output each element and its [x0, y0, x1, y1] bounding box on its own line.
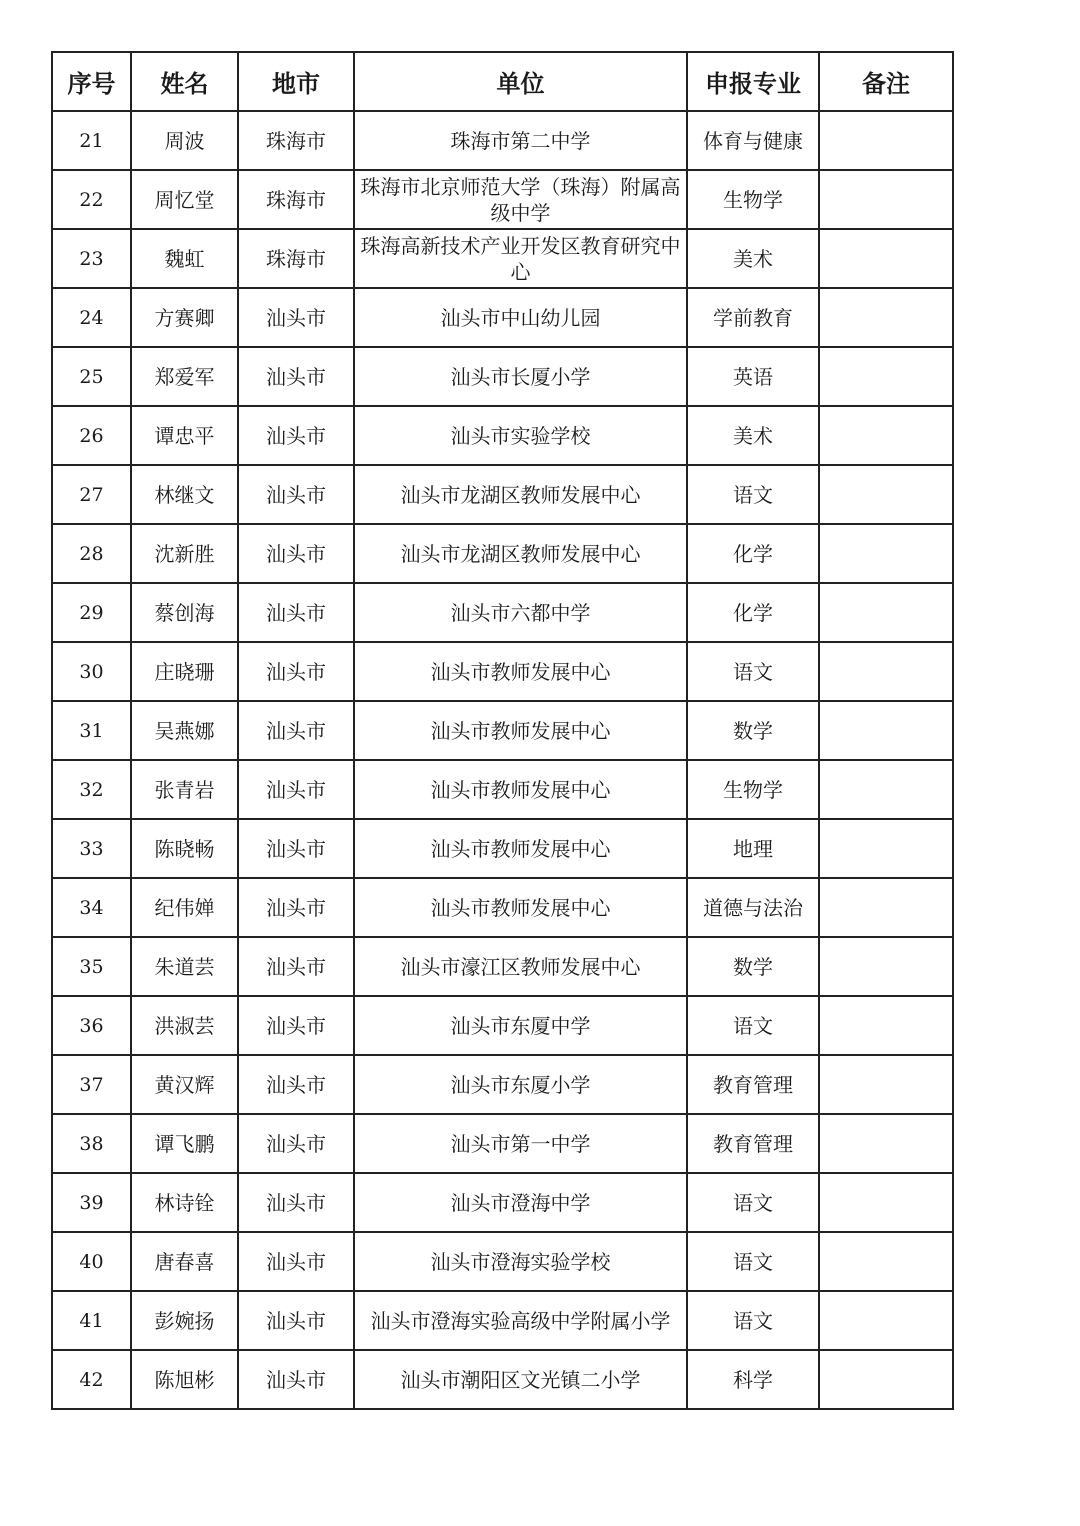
- cell-major: 美术: [687, 229, 819, 288]
- table-row: [52, 583, 953, 642]
- cell-note: [819, 111, 953, 170]
- cell-note: [819, 819, 953, 878]
- cell-major: 数学: [687, 937, 819, 996]
- cell-note: [819, 347, 953, 406]
- table-row: [52, 347, 953, 406]
- table-row: [52, 524, 953, 583]
- cell-major: 地理: [687, 819, 819, 878]
- cell-name: 纪伟婵: [131, 878, 238, 937]
- cell-no: 26: [52, 406, 131, 465]
- cell-city: 汕头市: [238, 1291, 354, 1350]
- cell-note: [819, 1232, 953, 1291]
- cell-major: 语文: [687, 465, 819, 524]
- table-row: [52, 1055, 953, 1114]
- cell-major: 语文: [687, 1173, 819, 1232]
- cell-no: 38: [52, 1114, 131, 1173]
- cell-major: 数学: [687, 701, 819, 760]
- cell-unit: 汕头市澄海中学: [354, 1173, 687, 1232]
- cell-major: 语文: [687, 1291, 819, 1350]
- cell-name: 洪淑芸: [131, 996, 238, 1055]
- cell-city: 汕头市: [238, 937, 354, 996]
- cell-unit: 汕头市教师发展中心: [354, 701, 687, 760]
- table-row: [52, 878, 953, 937]
- cell-name: 吴燕娜: [131, 701, 238, 760]
- cell-no: 40: [52, 1232, 131, 1291]
- cell-note: [819, 760, 953, 819]
- cell-unit: 汕头市东厦小学: [354, 1055, 687, 1114]
- cell-city: 汕头市: [238, 1232, 354, 1291]
- cell-unit: 汕头市六都中学: [354, 583, 687, 642]
- cell-name: 朱道芸: [131, 937, 238, 996]
- cell-no: 24: [52, 288, 131, 347]
- cell-unit: 珠海市北京师范大学（珠海）附属高级中学: [354, 170, 687, 229]
- table-row: [52, 1114, 953, 1173]
- cell-no: 32: [52, 760, 131, 819]
- cell-city: 汕头市: [238, 819, 354, 878]
- table-header-row: [52, 52, 953, 111]
- cell-no: 23: [52, 229, 131, 288]
- header-city: 地市: [238, 52, 354, 111]
- table-row: [52, 760, 953, 819]
- cell-name: 沈新胜: [131, 524, 238, 583]
- cell-name: 唐春喜: [131, 1232, 238, 1291]
- cell-city: 珠海市: [238, 229, 354, 288]
- cell-unit: 汕头市澄海实验学校: [354, 1232, 687, 1291]
- header-note: 备注: [819, 52, 953, 111]
- cell-unit: 珠海高新技术产业开发区教育研究中心: [354, 229, 687, 288]
- cell-city: 汕头市: [238, 996, 354, 1055]
- cell-name: 谭忠平: [131, 406, 238, 465]
- cell-note: [819, 1055, 953, 1114]
- cell-city: 珠海市: [238, 170, 354, 229]
- cell-unit: 汕头市潮阳区文光镇二小学: [354, 1350, 687, 1409]
- cell-note: [819, 642, 953, 701]
- cell-name: 谭飞鹏: [131, 1114, 238, 1173]
- header-name: 姓名: [131, 52, 238, 111]
- table-body: [52, 111, 953, 1409]
- table-row: [52, 1350, 953, 1409]
- cell-city: 汕头市: [238, 701, 354, 760]
- table-row: [52, 996, 953, 1055]
- cell-name: 周波: [131, 111, 238, 170]
- cell-note: [819, 170, 953, 229]
- cell-name: 黄汉辉: [131, 1055, 238, 1114]
- table-row: [52, 111, 953, 170]
- cell-no: 31: [52, 701, 131, 760]
- cell-city: 汕头市: [238, 288, 354, 347]
- table-row: [52, 937, 953, 996]
- table-row: [52, 701, 953, 760]
- cell-unit: 汕头市实验学校: [354, 406, 687, 465]
- cell-city: 汕头市: [238, 1173, 354, 1232]
- cell-no: 25: [52, 347, 131, 406]
- cell-no: 41: [52, 1291, 131, 1350]
- cell-name: 林继文: [131, 465, 238, 524]
- cell-no: 37: [52, 1055, 131, 1114]
- cell-major: 化学: [687, 583, 819, 642]
- cell-unit: 汕头市第一中学: [354, 1114, 687, 1173]
- cell-no: 29: [52, 583, 131, 642]
- cell-unit: 汕头市长厦小学: [354, 347, 687, 406]
- cell-major: 教育管理: [687, 1114, 819, 1173]
- cell-unit: 汕头市教师发展中心: [354, 878, 687, 937]
- cell-unit: 汕头市濠江区教师发展中心: [354, 937, 687, 996]
- cell-city: 汕头市: [238, 1055, 354, 1114]
- table-row: [52, 406, 953, 465]
- cell-note: [819, 1114, 953, 1173]
- cell-no: 39: [52, 1173, 131, 1232]
- cell-no: 33: [52, 819, 131, 878]
- cell-name: 郑爱军: [131, 347, 238, 406]
- cell-name: 林诗铨: [131, 1173, 238, 1232]
- cell-city: 汕头市: [238, 347, 354, 406]
- cell-note: [819, 288, 953, 347]
- cell-unit: 汕头市中山幼儿园: [354, 288, 687, 347]
- cell-name: 陈旭彬: [131, 1350, 238, 1409]
- cell-major: 化学: [687, 524, 819, 583]
- cell-major: 道德与法治: [687, 878, 819, 937]
- cell-name: 方赛卿: [131, 288, 238, 347]
- cell-unit: 汕头市教师发展中心: [354, 760, 687, 819]
- cell-city: 汕头市: [238, 760, 354, 819]
- header-major: 申报专业: [687, 52, 819, 111]
- cell-unit: 汕头市教师发展中心: [354, 642, 687, 701]
- cell-no: 28: [52, 524, 131, 583]
- cell-unit: 汕头市龙湖区教师发展中心: [354, 524, 687, 583]
- cell-no: 22: [52, 170, 131, 229]
- cell-major: 美术: [687, 406, 819, 465]
- cell-city: 汕头市: [238, 583, 354, 642]
- header-unit: 单位: [354, 52, 687, 111]
- table-row: [52, 1232, 953, 1291]
- cell-name: 庄晓珊: [131, 642, 238, 701]
- cell-note: [819, 701, 953, 760]
- cell-city: 汕头市: [238, 1114, 354, 1173]
- cell-no: 21: [52, 111, 131, 170]
- cell-no: 30: [52, 642, 131, 701]
- cell-major: 生物学: [687, 760, 819, 819]
- cell-no: 36: [52, 996, 131, 1055]
- cell-note: [819, 583, 953, 642]
- cell-city: 汕头市: [238, 406, 354, 465]
- cell-note: [819, 465, 953, 524]
- cell-name: 周忆堂: [131, 170, 238, 229]
- cell-note: [819, 229, 953, 288]
- cell-city: 汕头市: [238, 878, 354, 937]
- table-row: [52, 819, 953, 878]
- cell-major: 学前教育: [687, 288, 819, 347]
- cell-unit: 珠海市第二中学: [354, 111, 687, 170]
- cell-city: 珠海市: [238, 111, 354, 170]
- cell-city: 汕头市: [238, 465, 354, 524]
- header-no: 序号: [52, 52, 131, 111]
- cell-no: 35: [52, 937, 131, 996]
- cell-note: [819, 406, 953, 465]
- cell-name: 魏虹: [131, 229, 238, 288]
- cell-note: [819, 1350, 953, 1409]
- cell-unit: 汕头市龙湖区教师发展中心: [354, 465, 687, 524]
- cell-major: 英语: [687, 347, 819, 406]
- cell-note: [819, 524, 953, 583]
- cell-major: 体育与健康: [687, 111, 819, 170]
- cell-unit: 汕头市东厦中学: [354, 996, 687, 1055]
- cell-note: [819, 1291, 953, 1350]
- table-row: [52, 1173, 953, 1232]
- cell-major: 语文: [687, 996, 819, 1055]
- cell-no: 42: [52, 1350, 131, 1409]
- cell-major: 语文: [687, 1232, 819, 1291]
- cell-major: 科学: [687, 1350, 819, 1409]
- table-row: [52, 170, 953, 229]
- cell-unit: 汕头市教师发展中心: [354, 819, 687, 878]
- cell-note: [819, 1173, 953, 1232]
- roster-table: [51, 51, 954, 1410]
- table-row: [52, 1291, 953, 1350]
- cell-city: 汕头市: [238, 524, 354, 583]
- cell-name: 陈晓畅: [131, 819, 238, 878]
- cell-note: [819, 996, 953, 1055]
- cell-major: 教育管理: [687, 1055, 819, 1114]
- cell-major: 生物学: [687, 170, 819, 229]
- cell-name: 蔡创海: [131, 583, 238, 642]
- cell-note: [819, 937, 953, 996]
- table-row: [52, 288, 953, 347]
- cell-city: 汕头市: [238, 1350, 354, 1409]
- cell-no: 34: [52, 878, 131, 937]
- cell-major: 语文: [687, 642, 819, 701]
- cell-city: 汕头市: [238, 642, 354, 701]
- cell-unit: 汕头市澄海实验高级中学附属小学: [354, 1291, 687, 1350]
- table-row: [52, 465, 953, 524]
- cell-note: [819, 878, 953, 937]
- cell-no: 27: [52, 465, 131, 524]
- cell-name: 彭婉扬: [131, 1291, 238, 1350]
- cell-name: 张青岩: [131, 760, 238, 819]
- table-row: [52, 642, 953, 701]
- table-row: [52, 229, 953, 288]
